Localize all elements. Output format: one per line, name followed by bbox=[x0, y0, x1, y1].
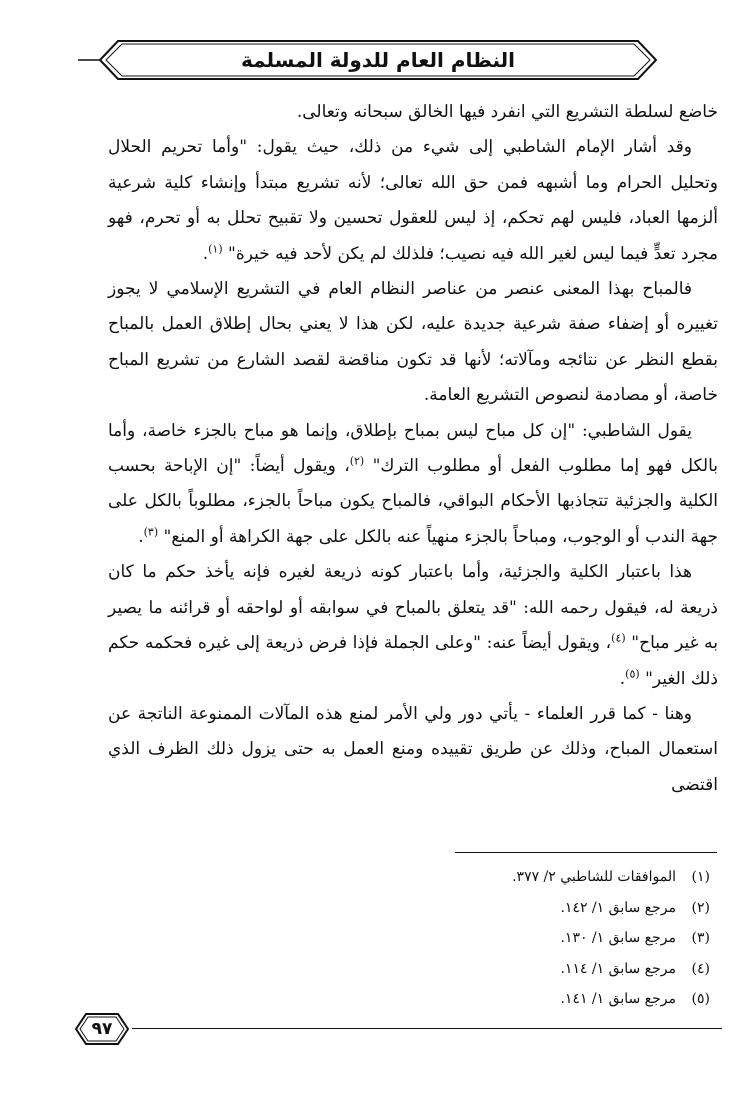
footnote-ref-2: (٢) bbox=[349, 454, 365, 468]
footnote-ref-5: (٥) bbox=[625, 666, 640, 680]
footnote-number: (٣) bbox=[691, 930, 710, 946]
footnote-text: مرجع سابق ١/ ١١٤. bbox=[560, 960, 676, 977]
paragraph-2: وقد أشار الإمام الشاطبي إلى شيء من ذلك، حيث يقول: "وأما تحريم الحلال وتحليل الحرام وما أشبهه فمن حق الله تعالى؛ لأنه تشريع مبتدأ وإنشاء كلية شرعية ألزمها العباد، فليس لهم تحكم، إذ ليس للعقول تحسين ولا تقبيح تحلل به أو تحرم، فهو مجرد تعدٍّ فيما ليس لغير الله فيه نصيب؛ فلذلك لم يكن لأحد فيه خيرة" $^{(١)}$. bbox=[108, 137, 718, 264]
page-number-badge bbox=[72, 1012, 132, 1046]
paragraph-4: يقول الشاطبي: "إن كل مباح ليس بمباح بإطلاق، وإنما هو مباح بالجزء خاصة، وأما بالكل فهو إما مطلوب الفعل أو مطلوب الترك" $^{(٢)}$، ويقول أيضاً: "إن الإباحة بحسب الكلية والجزئية تتجاذبها الأحكام البواقي، فالمباح يكون مباحاً بالجزء، مطلوباً بالكل على جهة الندب أو الوجوب، ومباحاً بالجزء منهياً عنه بالكل على جهة الكراهة أو المنع" $^{(٣)}$. bbox=[108, 420, 718, 547]
footnote-3 bbox=[300, 923, 710, 954]
footnote-text: الموافقات للشاطبي ٢/ ٣٧٧. bbox=[512, 869, 676, 885]
footnote-5 bbox=[300, 984, 710, 1015]
footnote-number: (١) bbox=[691, 869, 710, 885]
footnote-number: (٤) bbox=[691, 960, 710, 977]
paragraph-5: هذا باعتبار الكلية والجزئية، وأما باعتبار كونه ذريعة لغيره فإنه يأخذ حكم ما كان ذريعة له، فيقول رحمه الله: "قد يتعلق بالمباح في سوابقه أو لواحقه أو قرائنه ما يصير به غير مباح" $^{(٤)}$، ويقول أيضاً عنه: "وعلى الجملة فإذا فرض ذريعة إلى غيره فحكمه حكم ذلك الغير" $^{(٥)}$. bbox=[108, 562, 719, 689]
footnote-number: (٥) bbox=[691, 991, 710, 1007]
footnote-ref-1: (١) bbox=[208, 241, 223, 255]
footnote-2 bbox=[300, 893, 710, 924]
footnote-text: مرجع سابق ١/ ١٣٠. bbox=[560, 930, 676, 946]
page-number: ٩٧ bbox=[91, 1019, 113, 1039]
paragraph-3: فالمباح بهذا المعنى عنصر من عناصر النظام العام في التشريع الإسلامي لا يجوز تغييره أو إضفاء صفة شرعية جديدة عليه، لكن هذا لا يعني بحال إطلاق العمل بالمباح بقطع النظر عن نتائجه ومآلاته؛ لأنها قد تكون مناقضة لقصد الشارع من تشريع المباح خاصة، أو مصادمة لنصوص التشريع العامة. bbox=[108, 279, 718, 406]
footnote-1 bbox=[300, 862, 710, 893]
running-header bbox=[78, 38, 678, 82]
footer-rule bbox=[132, 1028, 722, 1029]
footnote-ref-4: (٤) bbox=[611, 631, 626, 645]
footnote-separator bbox=[455, 852, 717, 853]
footnote-4 bbox=[300, 954, 710, 985]
footnote-text: مرجع سابق ١/ ١٤١. bbox=[560, 991, 676, 1007]
footnote-number: (٢) bbox=[691, 899, 710, 916]
body-text bbox=[108, 95, 718, 803]
paragraph-1: خاضع لسلطة التشريع التي انفرد فيها الخالق سبحانه وتعالى. bbox=[296, 102, 718, 122]
paragraph-6: وهنا - كما قرر العلماء - يأتي دور ولي الأمر لمنع هذه المآلات الممنوعة الناتجة عن استعمال المباح، وذلك عن طريق تقييده ومنع العمل به حتى يزول ذلك الظرف الذي اقتضى bbox=[108, 703, 718, 795]
footnote-ref-3: (٣) bbox=[143, 525, 159, 539]
footnotes bbox=[300, 862, 710, 1015]
footnote-text: مرجع سابق ١/ ١٤٢. bbox=[560, 899, 676, 916]
header-title: النظام العام للدولة المسلمة bbox=[240, 48, 515, 72]
